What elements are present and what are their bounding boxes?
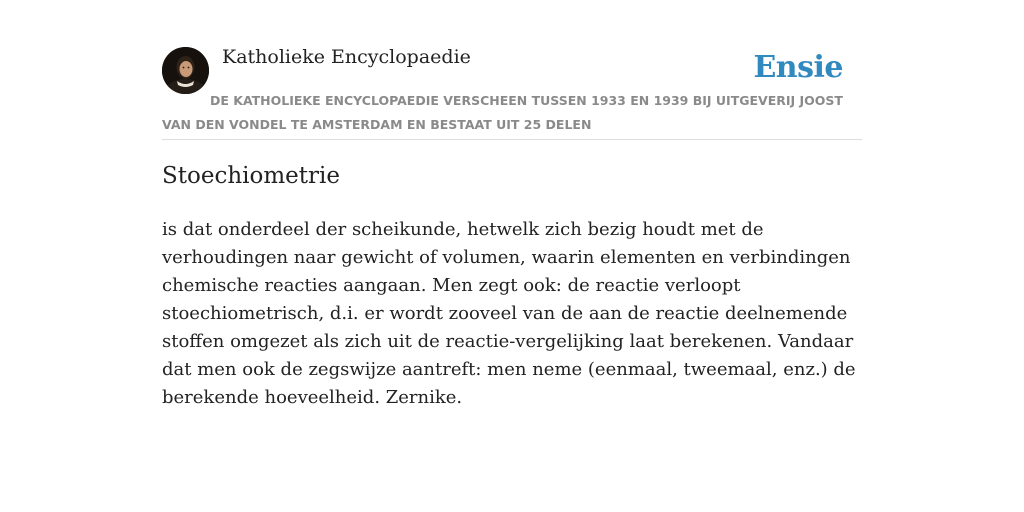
site-title[interactable]: Katholieke Encyclopaedie [222,46,471,68]
article-body: is dat onderdeel der scheikunde, hetwelk zich bezig houdt met de verhoudingen naar gewicht of volumen, waarin elementen en verbindingen chemische reacties aangaan. Men zegt ook: de reactie verloopt stoechiometrisch, d.i. er wordt zooveel van de aan de reactie deelnemende stoffen omgezet als zich uit de reactie-vergelijking laat berekenen. Vandaar dat men ook de zegswijze aantreft: men neme (eenmaal, tweemaal, enz.) de berekende hoeveelheid. Zernike. [162,219,856,408]
portrait-avatar-icon[interactable] [162,47,209,94]
encyclopedia-description: DE KATHOLIEKE ENCYCLOPAEDIE VERSCHEEN TUSSEN 1933 EN 1939 BIJ UITGEVERIJ JOOST VAN DEN VONDEL TE AMSTERDAM EN BESTAAT UIT 25 DELEN [162,93,843,132]
ensie-logo[interactable]: Ensie [753,50,843,85]
article-title: Stoechiometrie [162,163,340,189]
page-container [162,44,862,408]
site-header [162,44,862,140]
